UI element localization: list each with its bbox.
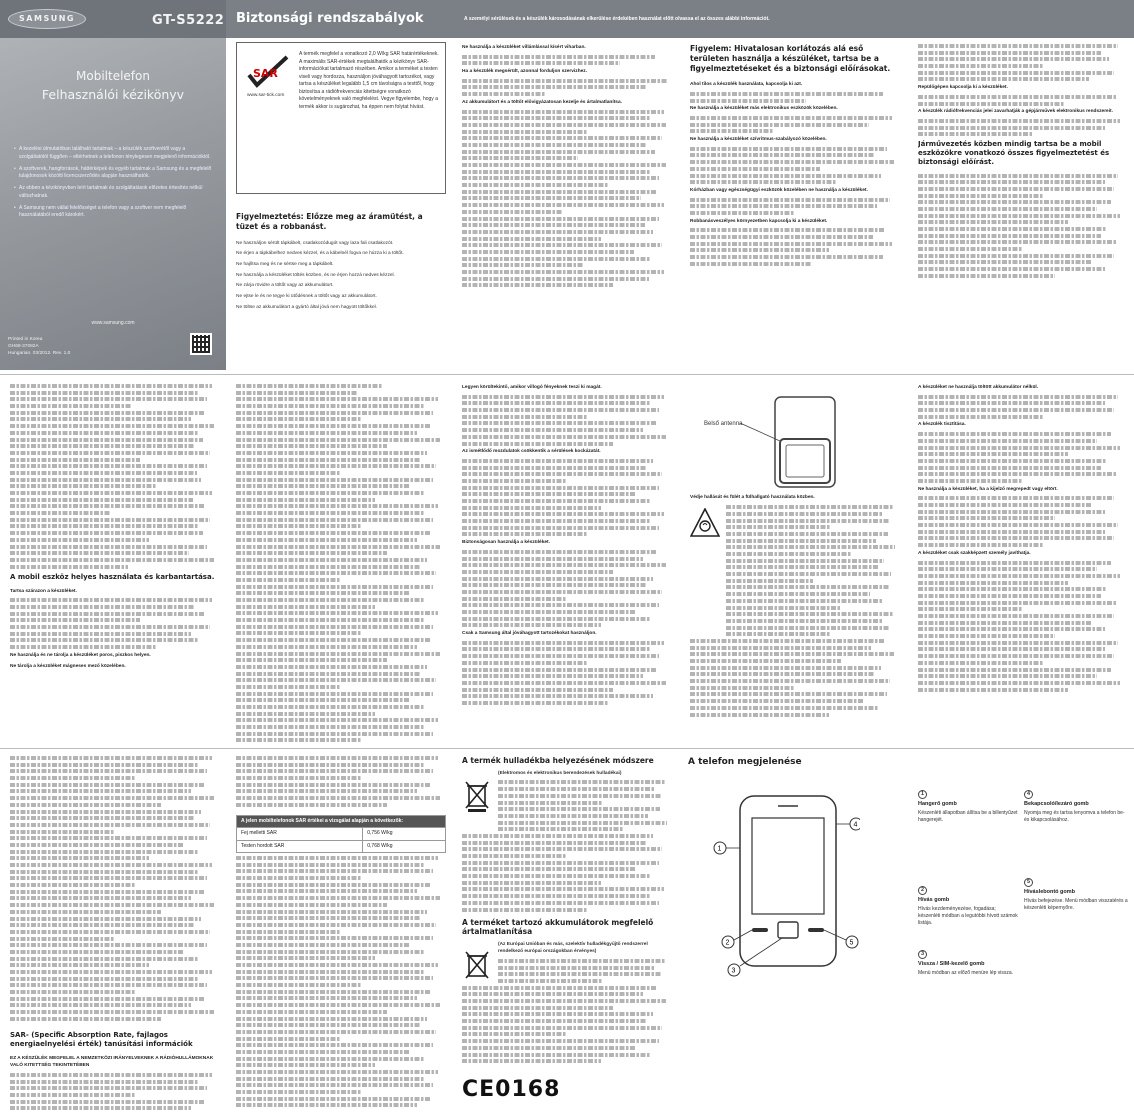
legend-number: 1: [918, 790, 927, 799]
paragraph-bold: Ne használja a készüléket más elektronikus eszközök közelében.: [690, 106, 838, 112]
legend-title: Hívás gomb: [918, 897, 950, 903]
paragraph: Ne zárja rövidre a töltőt vagy az akkumulátort.: [236, 283, 334, 289]
storage-section: [236, 384, 446, 744]
callout-1: 1: [717, 845, 722, 853]
callout-3: 3: [731, 967, 736, 975]
paragraph-bold: Az ismétlődő mozdulatok csökkentik a sérülések kockázatát.: [462, 449, 601, 455]
sar-certification-section: [10, 756, 220, 1110]
legend-number: 2: [918, 886, 927, 895]
paragraph-bold: Ne használja a készüléket villámlással kísért viharban.: [462, 45, 586, 50]
callout-4: 4: [853, 821, 858, 829]
paragraph-bold: A készülék tisztítása.: [918, 422, 966, 428]
paragraph-bold: Ne használja a készüléket szívritmus-szabályozó közelében.: [690, 137, 827, 143]
cover-note: • A szoftverek, hangforrások, háttérképek és egyéb tartalmak a Samsung és a megfelelő tulajdonosok közötti licencszerződés alapján használhatók.: [14, 166, 214, 182]
internal-antenna-figure: [680, 393, 870, 493]
cover-subtitle-manual: Felhasználói kézikönyv: [41, 87, 185, 102]
sar-intro-text: [236, 756, 446, 814]
paragraph-bold: Ha a készülék megsérült, azonnal forduljon szervizhez.: [462, 69, 588, 75]
print-line: GH68-37082A: [8, 344, 39, 350]
sar-tick-icon: [247, 55, 289, 89]
table-row: [237, 840, 446, 852]
paragraph: Ne használjon sérült tápkábelt, csatlakozódugót vagy laza fali csatlakozót.: [236, 240, 394, 246]
table-header: A jelen mobiltelefonok SAR értékei a vizsgálat alapján a következők:: [237, 816, 446, 828]
driving-heading: Járművezetés közben mindig tartsa be a mobil eszközökre vonatkozó összes figyelmeztetést és biztonsági előírást.: [918, 140, 1110, 167]
paragraph: Ne ejtse le és ne tegye ki ütődésnek a töltőt vagy az akkumulátort.: [236, 293, 377, 299]
sar-body-text: [236, 856, 446, 1110]
table-header-row: [237, 816, 446, 828]
battery-bin-icon: [464, 950, 490, 982]
cover-note: • A Samsung nem vállal felelősséget a telefon vagy a szoftver nem megfelelő használatából eredő károkért.: [14, 205, 214, 221]
hearing-section: [690, 494, 900, 744]
paragraph-bold: Kórházban vagy egészségügyi eszközök közelében ne használja a készüléket.: [690, 187, 868, 193]
care-section: [10, 384, 220, 744]
cover-subtitle-device: Mobiltelefon: [76, 69, 150, 83]
legend-power-key: [1024, 790, 1128, 824]
legend-call-key: [918, 886, 1018, 928]
legend-volume-key: [918, 790, 1018, 824]
battery-safety-section: [462, 44, 672, 364]
sar-website: www.sar-tick.com: [247, 93, 285, 98]
antenna-label: Belső antenna: [704, 421, 743, 427]
legend-title: Bekapcsoló/lezáró gomb: [1024, 801, 1089, 807]
table-cell: 0,768 W/kg: [363, 840, 446, 852]
sar-subheading: EZ A KÉSZÜLÉK MEGFELEL A NEMZETKÖZI IRÁNYELVEKNEK A RÁDIÓHULLÁMOKNAK VALÓ KITETTSÉG TEKINTETÉBEN: [10, 1056, 214, 1069]
paragraph: Ne töltse az akkumulátort a gyártó által jóvá nem hagyott töltőkkel.: [236, 304, 378, 310]
paragraph-bold: Ne használja és ne tárolja a készüléket poros, piszkos helyen.: [10, 652, 151, 658]
ce-mark: CE0168: [462, 1077, 561, 1102]
paragraph-bold: Repülőgépen kapcsolja ki a készüléket.: [918, 85, 1008, 91]
phone-figure-title: A telefon megjelenése: [688, 757, 802, 767]
paragraph-bold: Legyen körültekintő, amikor villogó fényeknek teszi ki magát.: [462, 385, 602, 390]
legend-text: Nyomja meg és tartsa lenyomva a telefon be- és kikapcsolásához.: [1024, 809, 1125, 824]
legend-number: 4: [1024, 790, 1033, 799]
phone-diagram: [700, 786, 860, 986]
legend-text: Hívás befejezése. Menü módban visszatérés a készenléti képernyőre.: [1024, 897, 1128, 912]
paragraph-bold: Ahol tilos a készülék használata, kapcsolja ki azt.: [690, 82, 803, 88]
legend-title: Híváslebontó gomb: [1024, 889, 1076, 895]
paragraph-bold: Ne tárolja a készüléket mágneses mező közelében.: [10, 663, 126, 669]
print-info: [8, 336, 70, 358]
cover-note: • Az ebben a kézikönyvben leírt tartalmak és szolgáltatások előzetes értesítés nélkül változhatnak.: [14, 185, 214, 201]
electric-warning-heading: Figyelmeztetés: Előzze meg az áramütést, a tüzet és a robbanást.: [236, 212, 423, 231]
restricted-area-section: [690, 44, 900, 364]
sar-statement: A termék megfelel a vonatkozó 2,0 W/kg SAR határértékeknek. A maximális SAR-értékek megtalálhatók a kézikönyv SAR-információkat tartalmazó részében. Amikor a terméket a testen viseli vagy hordozza, használjon jóváhagyott tartozékot, vagy tartsa a készüléket legalább 1,5 cm távolságra a testtől, hogy biztosítsa a rádiófrekvenciás kitettségre vonatkozó követelményeknek való megfelelést. Vegye figyelembe, hogy a termék akkor is sugározhat, ha éppen nem folytat hívást.: [299, 51, 439, 110]
disposal-heading: A termék hulladékba helyezésének módszere: [462, 756, 654, 765]
callout-2: 2: [725, 939, 730, 947]
sar-info-box: [236, 42, 446, 194]
weee-bin-icon: [464, 780, 490, 812]
legend-number: 3: [918, 950, 927, 959]
cover-panel: [0, 0, 226, 370]
disposal-section: [462, 756, 672, 1076]
brand-name: SAMSUNG: [19, 14, 75, 24]
maintenance-section: [918, 384, 1126, 744]
legend-back-key: [918, 950, 1018, 977]
header-bar: [226, 0, 1134, 38]
paragraph-bold: A készülék rádiófrekvenciás jelei zavarhatják a gépjárművek elektronikus rendszereit.: [918, 109, 1113, 115]
driving-section: [918, 44, 1126, 364]
cover-note: • A kezelési útmutatóban található tartalmak – a készülék szoftverétől vagy a szolgáltatótól függően – eltérhetnek a telefonon ténylegesen megjelenő információktól.: [14, 146, 214, 162]
usage-section: [462, 384, 672, 744]
print-line: Hungarian. 03/2012. Rev. 1.0: [8, 351, 71, 357]
hearing-warning-icon: [690, 508, 720, 538]
legend-title: Hangerő gomb: [918, 801, 957, 807]
callout-5: 5: [849, 939, 854, 947]
print-line: Printed in Korea: [8, 337, 43, 342]
care-heading: A mobil eszköz helyes használata és karbantartása.: [10, 572, 215, 581]
paragraph-bold: A készüléket csak szakképzett személy javíthatja.: [918, 550, 1031, 556]
page-title: Biztonsági rendszabályok: [236, 11, 424, 26]
paragraph-bold: Az akkumulátort és a töltőt elővigyázatosan kezelje és ártalmatlanítsa.: [462, 99, 622, 105]
battery-disposal-heading: A terméket tartozó akkumulátorok megfelelő ártalmatlanítása: [462, 917, 654, 937]
model-number: GT-S5222: [152, 13, 225, 28]
legend-number: 5: [1024, 878, 1033, 887]
sar-value-table: [236, 815, 446, 853]
header-intro: A személyi sérülések és a készülék károsodásának elkerülése érdekében használat előtt olvassa el az összes alábbi információt.: [464, 16, 770, 22]
paragraph-bold: Csak a Samsung által jóváhagyott tartozékokat használjon.: [462, 631, 597, 637]
qr-code: [190, 333, 212, 355]
legend-text: Menü módban az előző menüre lép vissza.: [918, 969, 1014, 976]
legend-end-key: [1024, 878, 1128, 912]
table-cell: Fej melletti SAR: [237, 828, 363, 840]
restricted-warning-heading: Figyelem: Hivatalosan korlátozás alá eső területen használja a készüléket, tartsa be a figyelmeztetéseket és a biztonsági előírásokat.: [690, 44, 891, 73]
legend-text: Hívás kezdeményezése, fogadása; készenléti módban a legutóbbi hívott számok listája.: [918, 905, 1018, 927]
cover-notes: [14, 146, 214, 224]
section-divider: [0, 748, 1134, 749]
paragraph-bold: Biztonságosan használja a készüléket.: [462, 540, 550, 546]
battery-disposal-subheading: (Az Európai Unióban és más, szelektív hulladékgyűjtő rendszerrel rendelkező európai országokban érvényes): [498, 942, 648, 955]
electric-warning-section: [236, 212, 446, 362]
paragraph-bold: Robbanásveszélyes környezetben kapcsolja ki a készüléket.: [690, 218, 828, 224]
paragraph-bold: Tartsa szárazon a készüléket.: [10, 588, 77, 594]
sar-logo-text: SAR: [253, 67, 278, 80]
table-row: [237, 828, 446, 840]
paragraph: Ne használja a készüléket töltés közben, és ne érjen hozzá nedves kézzel.: [236, 272, 395, 278]
hearing-heading: Védje hallását és fülét a fülhallgató használata közben.: [690, 495, 815, 500]
disposal-subheading: (Elektromos és elektronikus berendezések hulladékai): [498, 770, 622, 776]
section-divider: [0, 374, 1134, 375]
paragraph-bold: A készüléket ne használja töltött akkumulátor nélkül.: [918, 385, 1039, 390]
paragraph-bold: Ne használja a készüléket, ha a kijelző megrepedt vagy eltört.: [918, 486, 1058, 492]
sar-heading: SAR- (Specific Absorption Rate, fajlagos energiaelnyelési érték) tanúsítási információk: [10, 1030, 193, 1048]
samsung-logo: [8, 9, 86, 29]
table-cell: Testen hordott SAR: [237, 840, 363, 852]
paragraph: Ne érjen a tápkábelhez nedves kézzel, és a kábelnél fogva ne húzza ki a töltőt.: [236, 251, 404, 257]
paragraph: Ne hajlítsa meg és ne sértse meg a tápkábelt.: [236, 261, 334, 267]
legend-title: Vissza / SIM-kezelő gomb: [918, 961, 985, 967]
table-cell: 0,756 W/kg: [363, 828, 446, 840]
legend-text: Készenléti állapotban állítsa be a billentyűzet hangerejét.: [918, 809, 1018, 824]
cover-website: www.samsung.com: [91, 320, 135, 326]
